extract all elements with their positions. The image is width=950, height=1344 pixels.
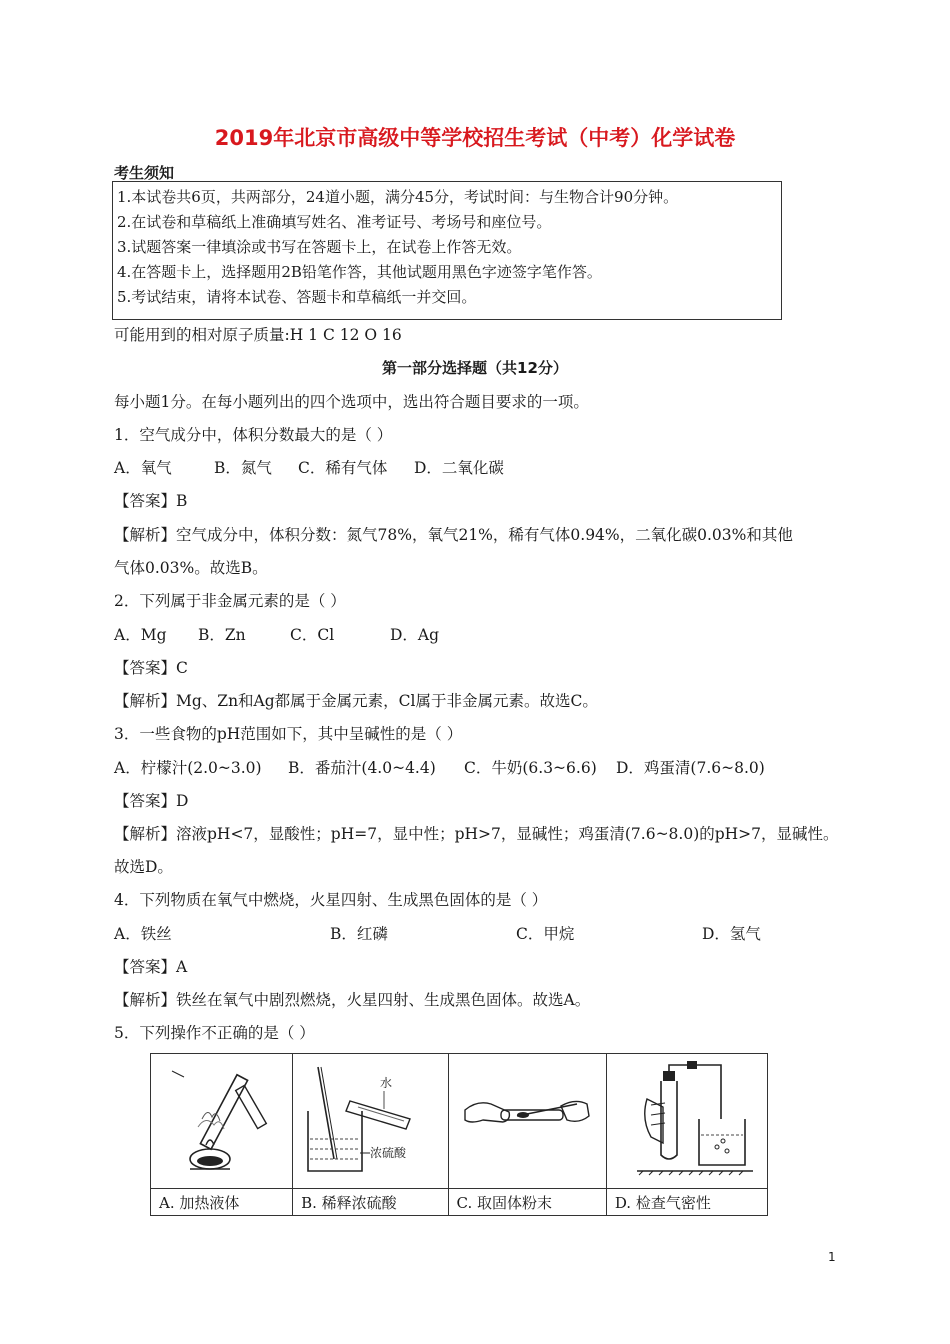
q1-analysis-cont: 气体0.03%。故选B。 — [114, 559, 268, 577]
q1-option-d: D．二氧化碳 — [414, 459, 504, 477]
caption-c: C. 取固体粉末 — [448, 1189, 606, 1216]
notice-item: 3.试题答案一律填涂或书写在答题卡上，在试卷上作答无效。 — [117, 238, 522, 256]
q3-option-c: C．牛奶(6.3~6.6) — [464, 759, 597, 777]
label-water: 水 — [380, 1076, 393, 1090]
q2-option-c: C．Cl — [290, 626, 335, 644]
q3-options — [114, 758, 765, 778]
q2-options — [114, 625, 439, 645]
q3-analysis: 【解析】溶液pH<7，显酸性；pH=7，显中性；pH>7，显碱性；鸡蛋清(7.6~8.0)的pH>7，显碱性。 — [114, 825, 839, 843]
label-concentrated-acid: 浓硫酸 — [370, 1146, 407, 1160]
caption-b: B. 稀释浓硫酸 — [293, 1189, 448, 1216]
q4-option-c: C．甲烷 — [516, 925, 575, 943]
q2-option-a: A．Mg — [114, 626, 167, 644]
exam-title: 2019年北京市高级中等学校招生考试（中考）化学试卷 — [214, 126, 736, 150]
notice-heading: 考生须知 — [114, 164, 175, 182]
notice-item: 5.考试结束，请将本试卷、答题卡和草稿纸一并交回。 — [117, 288, 477, 306]
q3-option-d: D．鸡蛋清(7.6~8.0) — [616, 759, 765, 777]
q3-analysis-cont: 故选D。 — [114, 858, 173, 876]
caption-a: A. 加热液体 — [151, 1189, 293, 1216]
q4-option-a: A．铁丝 — [114, 925, 172, 943]
spatula-test-tube-icon — [457, 1074, 597, 1164]
alcohol-lamp-test-tube-icon — [162, 1059, 282, 1179]
q2-option-b: B．Zn — [198, 626, 246, 644]
q2-stem: 2．下列属于非金属元素的是（ ） — [114, 592, 346, 610]
figure-airtightness — [606, 1054, 767, 1189]
section-instruction: 每小题1分。在每小题列出的四个选项中，选出符合题目要求的一项。 — [114, 393, 589, 411]
airtightness-check-icon — [617, 1059, 757, 1179]
section-heading: 第一部分选择题（共12分） — [382, 359, 568, 377]
q2-analysis: 【解析】Mg、Zn和Ag都属于金属元素，Cl属于非金属元素。故选C。 — [114, 692, 598, 710]
q4-options — [114, 924, 761, 944]
q1-analysis: 【解析】空气成分中，体积分数：氮气78%，氧气21%，稀有气体0.94%，二氧化碳0.03%和其他 — [114, 526, 793, 544]
q3-option-b: B．番茄汁(4.0~4.4) — [288, 759, 436, 777]
notice-item: 2.在试卷和草稿纸上准确填写姓名、准考证号、考场号和座位号。 — [117, 213, 552, 231]
notice-item: 4.在答题卡上，选择题用2B铅笔作答，其他试题用黑色字迹签字笔作答。 — [117, 263, 602, 281]
figure-solid-powder — [448, 1054, 606, 1189]
caption-d: D. 检查气密性 — [606, 1189, 767, 1216]
figure-heating-liquid — [151, 1054, 293, 1189]
q3-answer: 【答案】D — [114, 792, 189, 810]
q2-answer: 【答案】C — [114, 659, 188, 677]
q3-stem: 3．一些食物的pH范围如下，其中呈碱性的是（ ） — [114, 725, 463, 743]
q3-option-a: A．柠檬汁(2.0~3.0) — [114, 759, 262, 777]
notice-item: 1.本试卷共6页，共两部分，24道小题，满分45分，考试时间：与生物合计90分钟。 — [117, 188, 679, 206]
q5-stem: 5．下列操作不正确的是（ ） — [114, 1024, 315, 1042]
q2-option-d: D．Ag — [390, 626, 440, 644]
q4-option-b: B．红磷 — [330, 925, 388, 943]
q1-answer: 【答案】B — [114, 492, 188, 510]
q5-figure-table — [150, 1053, 768, 1216]
page-number: 1 — [828, 1250, 836, 1264]
q1-options — [114, 458, 504, 478]
atomic-mass-line: 可能用到的相对原子质量:H 1 C 12 O 16 — [114, 326, 402, 344]
q1-stem: 1．空气成分中，体积分数最大的是（ ） — [114, 426, 393, 444]
figure-diluting-acid — [293, 1054, 448, 1189]
q1-option-c: C．稀有气体 — [298, 459, 388, 477]
q4-stem: 4．下列物质在氧气中燃烧，火星四射、生成黑色固体的是（ ） — [114, 891, 548, 909]
beaker-pouring-icon — [300, 1059, 440, 1179]
q4-answer: 【答案】A — [114, 958, 188, 976]
q4-option-d: D．氢气 — [702, 925, 761, 943]
notice-box — [112, 181, 782, 320]
q1-option-b: B．氮气 — [214, 459, 272, 477]
q1-option-a: A．氧气 — [114, 459, 172, 477]
q4-analysis: 【解析】铁丝在氧气中剧烈燃烧，火星四射、生成黑色固体。故选A。 — [114, 991, 591, 1009]
